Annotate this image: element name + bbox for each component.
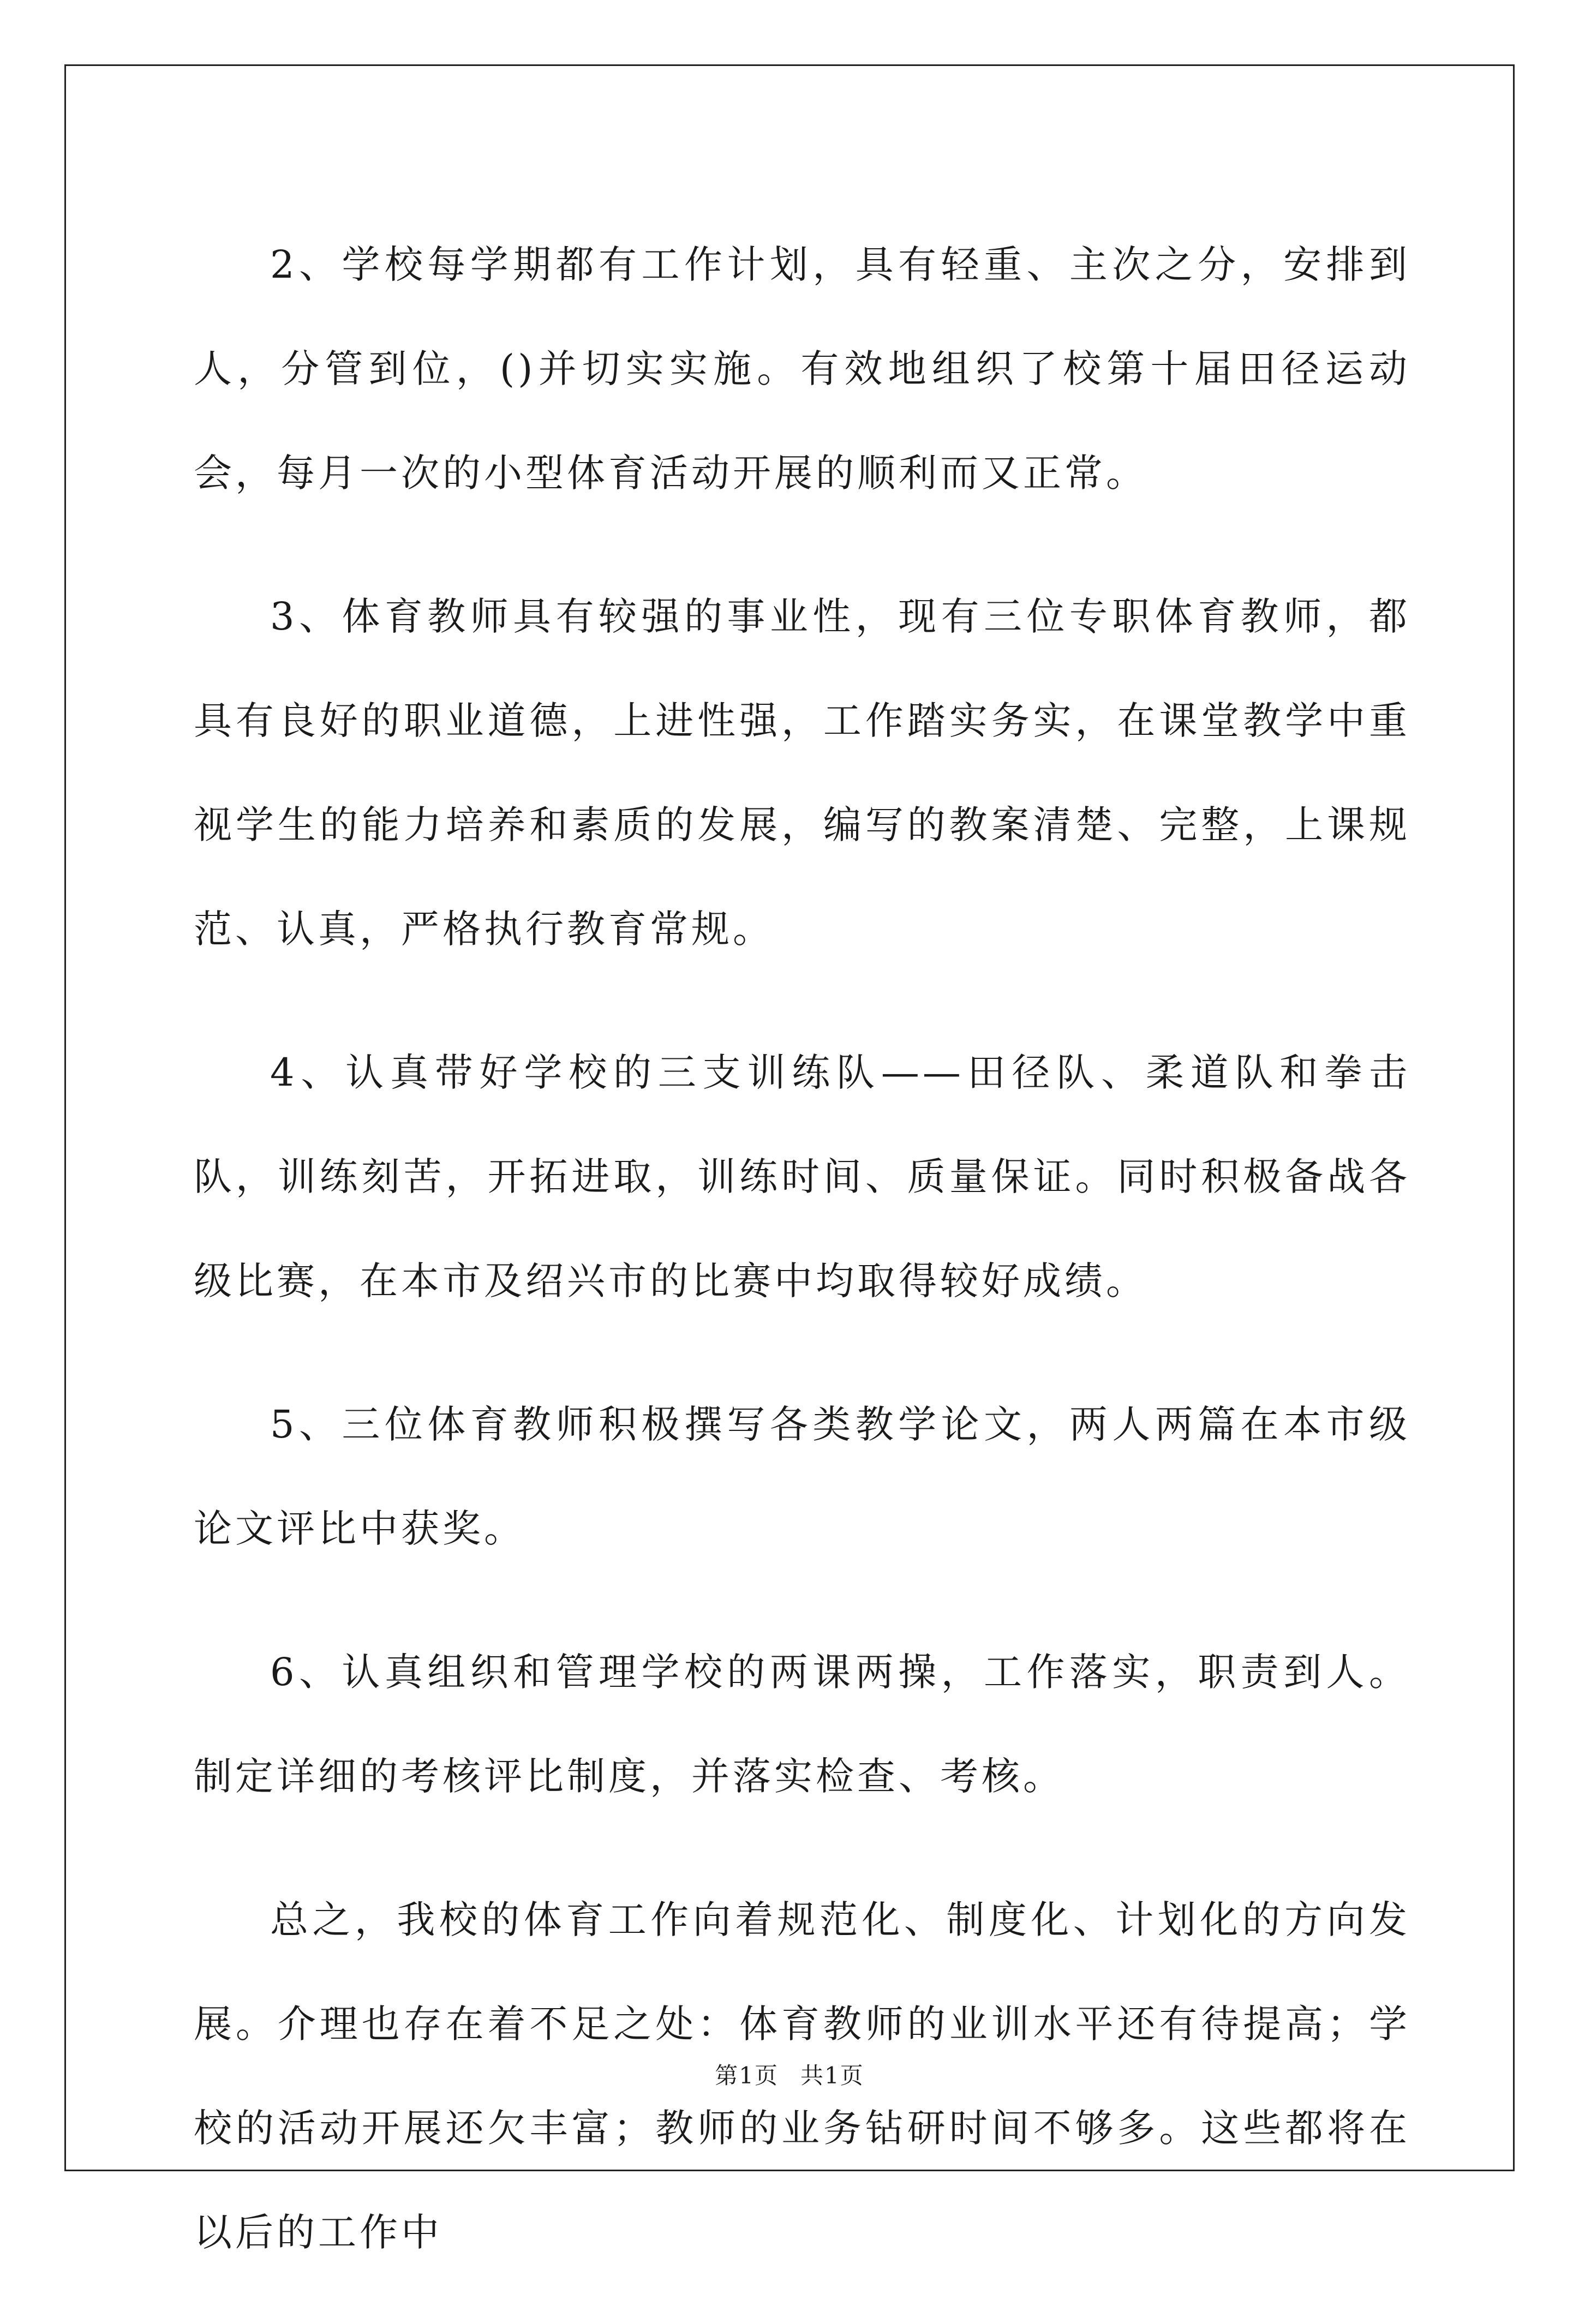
page-number-current: 第1页 [715, 2062, 779, 2089]
paragraph-item-5: 5、三位体育教师积极撰写各类教学论文，两人两篇在本市级论文评比中获奖。 [194, 1402, 1410, 1551]
page-number-total: 共1页 [800, 2062, 864, 2089]
paragraph-item-3: 3、体育教师具有较强的事业性，现有三位专职体育教师，都具有良好的职业道德，上进性强，工作踏实务实，在课堂教学中重视学生的能力培养和素质的发展，编写的教案清楚、完整，上课规范、认真，严格执行教育常规。 [194, 594, 1410, 951]
page-footer [0, 2058, 1579, 2091]
document-body [194, 213, 1410, 2324]
paragraph-item-2: 2、学校每学期都有工作计划，具有轻重、主次之分，安排到人，分管到位，()并切实实施。有效地组织了校第十届田径运动会，每月一次的小型体育活动开展的顺利而又正常。 [194, 242, 1410, 495]
paragraph-item-6: 6、认真组织和管理学校的两课两操，工作落实，职责到人。制定详细的考核评比制度，并落实检查、考核。 [194, 1650, 1410, 1799]
paragraph-item-4: 4、认真带好学校的三支训练队——田径队、柔道队和拳击队，训练刻苦，开拓进取，训练时间、质量保证。同时积极备战各级比赛，在本市及绍兴市的比赛中均取得较好成绩。 [194, 1050, 1410, 1303]
paragraph-summary: 总之，我校的体育工作向着规范化、制度化、计划化的方向发展。介理也存在着不足之处：体育教师的业训水平还有待提高；学校的活动开展还欠丰富；教师的业务钻研时间不够多。这些都将在以后的工作中 [194, 1897, 1410, 2255]
